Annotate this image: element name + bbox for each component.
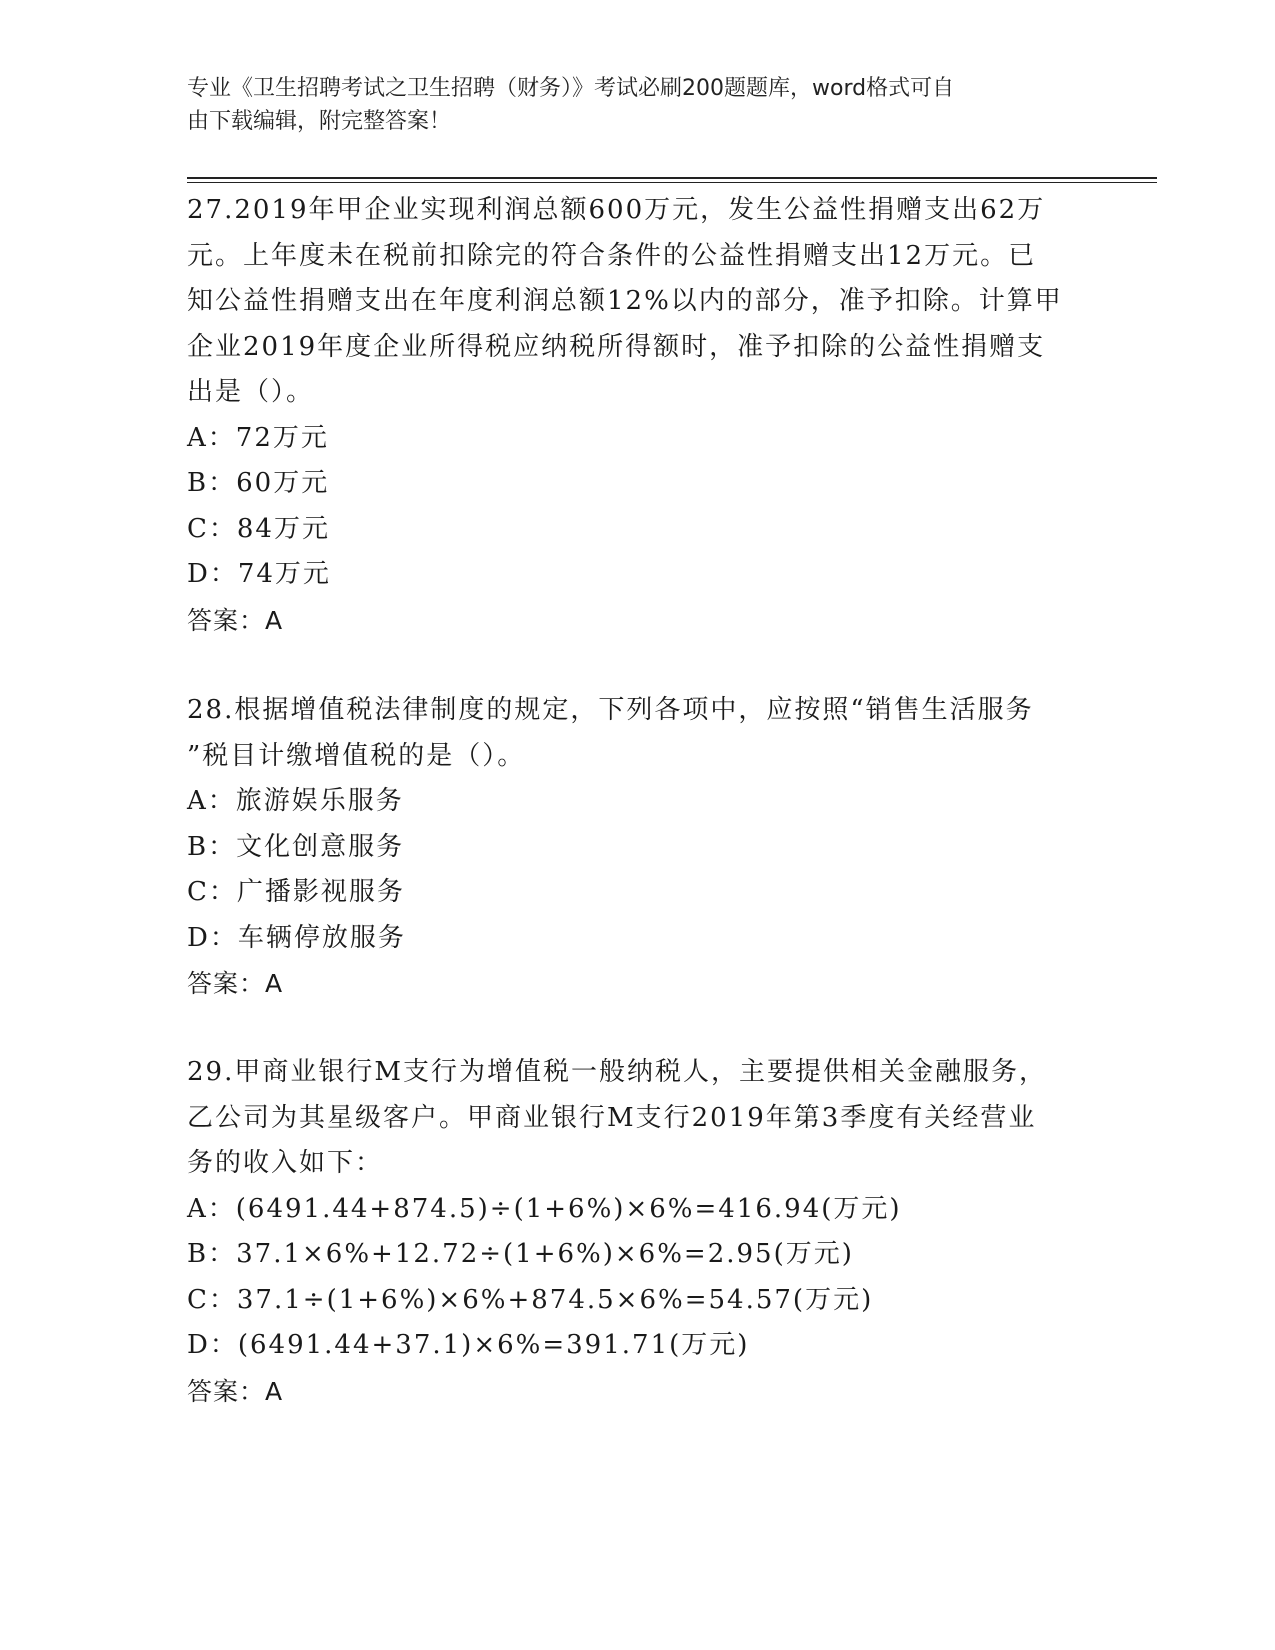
option-d: D：74万元 bbox=[187, 559, 331, 589]
header-line-1: 专业《卫生招聘考试之卫生招聘（财务）》考试必刷200题题库，word格式可自 bbox=[187, 76, 955, 101]
option-b: B：60万元 bbox=[187, 468, 330, 498]
option-b: B：37.1×6%+12.72÷(1+6%)×6%=2.95(万元) bbox=[187, 1239, 854, 1269]
option-c: C：84万元 bbox=[187, 513, 330, 544]
answer-line: 答案：A bbox=[187, 1376, 284, 1406]
option-b: B：文化创意服务 bbox=[187, 831, 405, 862]
question-stem-line: 29.甲商业银行M支行为增值税一般纳税人，主要提供相关金融服务， bbox=[187, 1057, 1047, 1087]
option-a: A：(6491.44+874.5)÷(1+6%)×6%=416.94(万元) bbox=[187, 1193, 902, 1224]
option-a: A：旅游娱乐服务 bbox=[187, 786, 404, 816]
question-27 bbox=[187, 188, 1087, 643]
answer-line: 答案：A bbox=[187, 605, 284, 635]
option-c: C：广播影视服务 bbox=[187, 877, 405, 907]
question-stem-line: ”税目计缴增值税的是（）。 bbox=[187, 740, 526, 771]
header-line-2: 由下载编辑，附完整答案！ bbox=[187, 109, 452, 134]
question-stem-line: 务的收入如下： bbox=[187, 1148, 384, 1178]
option-a: A：72万元 bbox=[187, 422, 329, 453]
option-c: C：37.1÷(1+6%)×6%+874.5×6%=54.57(万元) bbox=[187, 1284, 874, 1315]
question-stem-line: 28.根据增值税法律制度的规定，下列各项中，应按照“销售生活服务 bbox=[187, 695, 1034, 725]
header-divider-thin bbox=[187, 182, 1157, 183]
header-divider-thick bbox=[187, 177, 1157, 179]
question-stem-line: 企业2019年度企业所得税应纳税所得额时，准予扣除的公益性捐赠支 bbox=[187, 331, 1046, 362]
question-stem-line: 出是（）。 bbox=[187, 377, 315, 407]
question-stem-line: 27.2019年甲企业实现利润总额600万元，发生公益性捐赠支出62万 bbox=[187, 195, 1046, 225]
question-stem-line: 知公益性捐赠支出在年度利润总额12%以内的部分，准予扣除。计算甲 bbox=[187, 286, 1063, 316]
answer-line: 答案：A bbox=[187, 969, 284, 998]
question-29 bbox=[187, 1050, 1087, 1414]
question-stem-line: 乙公司为其星级客户。甲商业银行M支行2019年第3季度有关经营业 bbox=[187, 1102, 1037, 1133]
option-d: D：(6491.44+37.1)×6%=391.71(万元) bbox=[187, 1330, 750, 1360]
question-28 bbox=[187, 688, 1087, 1007]
document-header bbox=[187, 72, 1067, 138]
option-d: D：车辆停放服务 bbox=[187, 922, 406, 953]
question-stem-line: 元。上年度未在税前扣除完的符合条件的公益性捐赠支出12万元。已 bbox=[187, 240, 1037, 271]
